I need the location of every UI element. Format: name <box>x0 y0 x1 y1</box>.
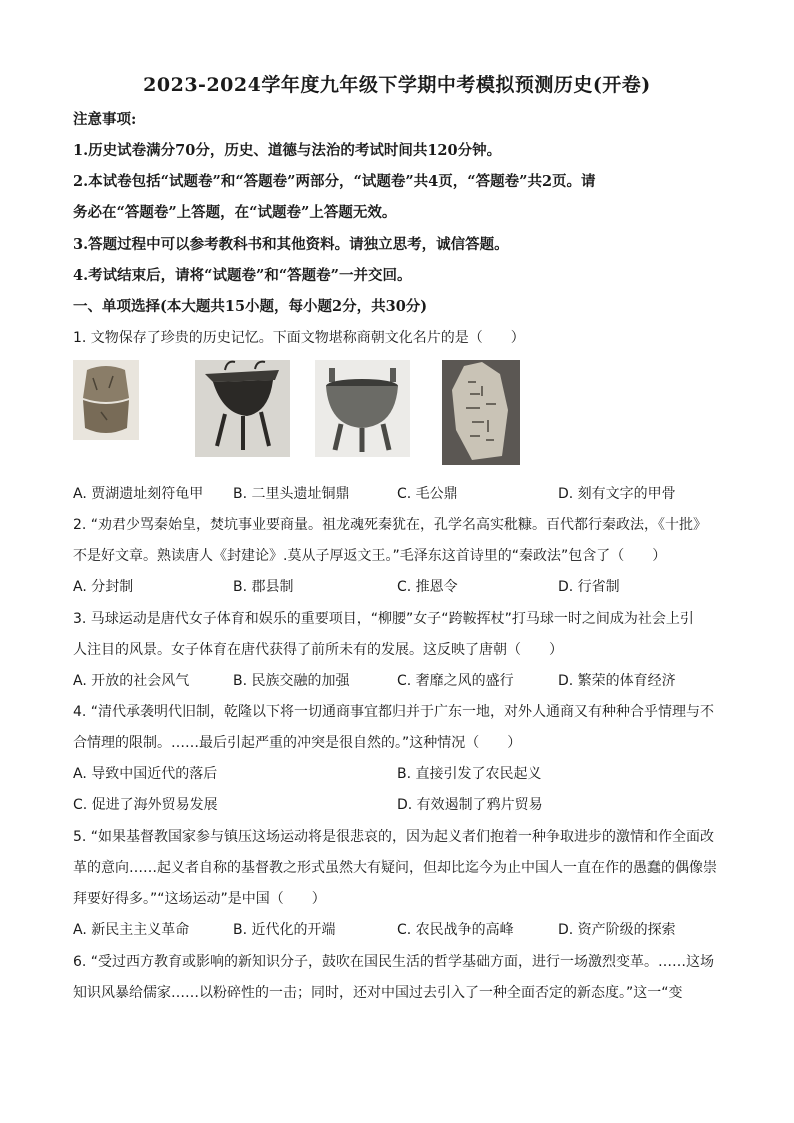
notice-item: 4.考试结束后，请将“试题卷”和“答题卷”一并交回。 <box>73 267 412 284</box>
q2-option-a: A. 分封制 <box>73 579 134 595</box>
question-5-stem: 革的意向……起义者自称的基督教之形式虽然大有疑问，但却比迄今为止中国人一直在作的愚蠢的偶像崇 <box>73 860 717 876</box>
q4-option-c: C. 促进了海外贸易发展 <box>73 797 218 813</box>
q3-option-b: B. 民族交融的加强 <box>233 673 350 689</box>
question-3-stem: 人注目的风景。女子体育在唐代获得了前所未有的发展。这反映了唐朝（ ） <box>73 642 563 658</box>
notice-item: 务必在“答题卷”上答题，在“试题卷”上答题无效。 <box>73 204 397 221</box>
question-3-stem: 3. 马球运动是唐代女子体育和娱乐的重要项目，“柳腰”女子“跨鞍挥杖”打马球一时之间成为社会上引 <box>73 611 694 627</box>
artifact-turtle-shell-image <box>73 360 139 440</box>
q2-option-b: B. 郡县制 <box>233 579 294 595</box>
question-5-stem: 5. “如果基督教国家参与镇压这场运动将是很悲哀的，因为起义者们抱着一种争取进步的激情和作全面改 <box>73 829 715 845</box>
question-5-stem: 拜要好得多。”“这场运动”是中国（ ） <box>73 891 326 907</box>
question-6-stem: 6. “受过西方教育或影响的新知识分子，鼓吹在国民生活的哲学基础方面，进行一场激烈变革。……这场 <box>73 954 715 970</box>
q1-option-b: B. 二里头遗址铜鼎 <box>233 486 350 502</box>
q1-option-a: A. 贾湖遗址刻符龟甲 <box>73 486 204 502</box>
question-4-stem: 4. “清代承袭明代旧制，乾隆以下将一切通商事宜都归并于广东一地，对外人通商又有种种合乎情理与不 <box>73 704 715 720</box>
q2-option-d: D. 行省制 <box>558 579 620 595</box>
section-heading: 一、单项选择(本大题共15小题，每小题2分，共30分) <box>73 298 428 315</box>
q3-option-a: A. 开放的社会风气 <box>73 673 190 689</box>
mao-gong-ding-image <box>315 360 410 457</box>
question-4-stem: 合情理的限制。……最后引起严重的冲突是很自然的。”这种情况（ ） <box>73 735 522 751</box>
q5-option-d: D. 资产阶级的探索 <box>558 922 676 938</box>
page-title: 2023-2024学年度九年级下学期中考模拟预测历史(开卷) <box>143 74 651 96</box>
q2-option-c: C. 推恩令 <box>397 579 458 595</box>
oracle-bone-image <box>442 360 520 465</box>
q1-option-d: D. 刻有文字的甲骨 <box>558 486 676 502</box>
question-2-stem: 2. “劝君少骂秦始皇，焚坑事业要商量。祖龙魂死秦犹在，孔学名高实秕糠。百代都行秦政法，《十批》 <box>73 517 708 533</box>
q5-option-c: C. 农民战争的高峰 <box>397 922 514 938</box>
bronze-jue-vessel-image <box>195 360 290 457</box>
notice-heading: 注意事项: <box>73 111 137 128</box>
q1-option-c: C. 毛公鼎 <box>397 486 458 502</box>
q4-option-a: A. 导致中国近代的落后 <box>73 766 218 782</box>
question-6-stem: 知识风暴给儒家……以粉碎性的一击；同时，还对中国过去引入了一种全面否定的新态度。”这一“变 <box>73 985 683 1001</box>
question-1-stem: 1. 文物保存了珍贵的历史记忆。下面文物堪称商朝文化名片的是（ ） <box>73 330 525 346</box>
q4-option-b: B. 直接引发了农民起义 <box>397 766 542 782</box>
q5-option-b: B. 近代化的开端 <box>233 922 336 938</box>
notice-item: 2.本试卷包括“试题卷”和“答题卷”两部分，“试题卷”共4页，“答题卷”共2页。请 <box>73 173 596 190</box>
question-2-stem: 不是好文章。熟读唐人《封建论》.莫从子厚返文王。”毛泽东这首诗里的“秦政法”包含了（ ） <box>73 548 667 564</box>
q4-option-d: D. 有效遏制了鸦片贸易 <box>397 797 543 813</box>
q3-option-c: C. 奢靡之风的盛行 <box>397 673 514 689</box>
q5-option-a: A. 新民主主义革命 <box>73 922 190 938</box>
notice-item: 3.答题过程中可以参考教科书和其他资料。请独立思考，诚信答题。 <box>73 236 509 253</box>
notice-item: 1.历史试卷满分70分，历史、道德与法治的考试时间共120分钟。 <box>73 142 502 159</box>
q3-option-d: D. 繁荣的体育经济 <box>558 673 676 689</box>
